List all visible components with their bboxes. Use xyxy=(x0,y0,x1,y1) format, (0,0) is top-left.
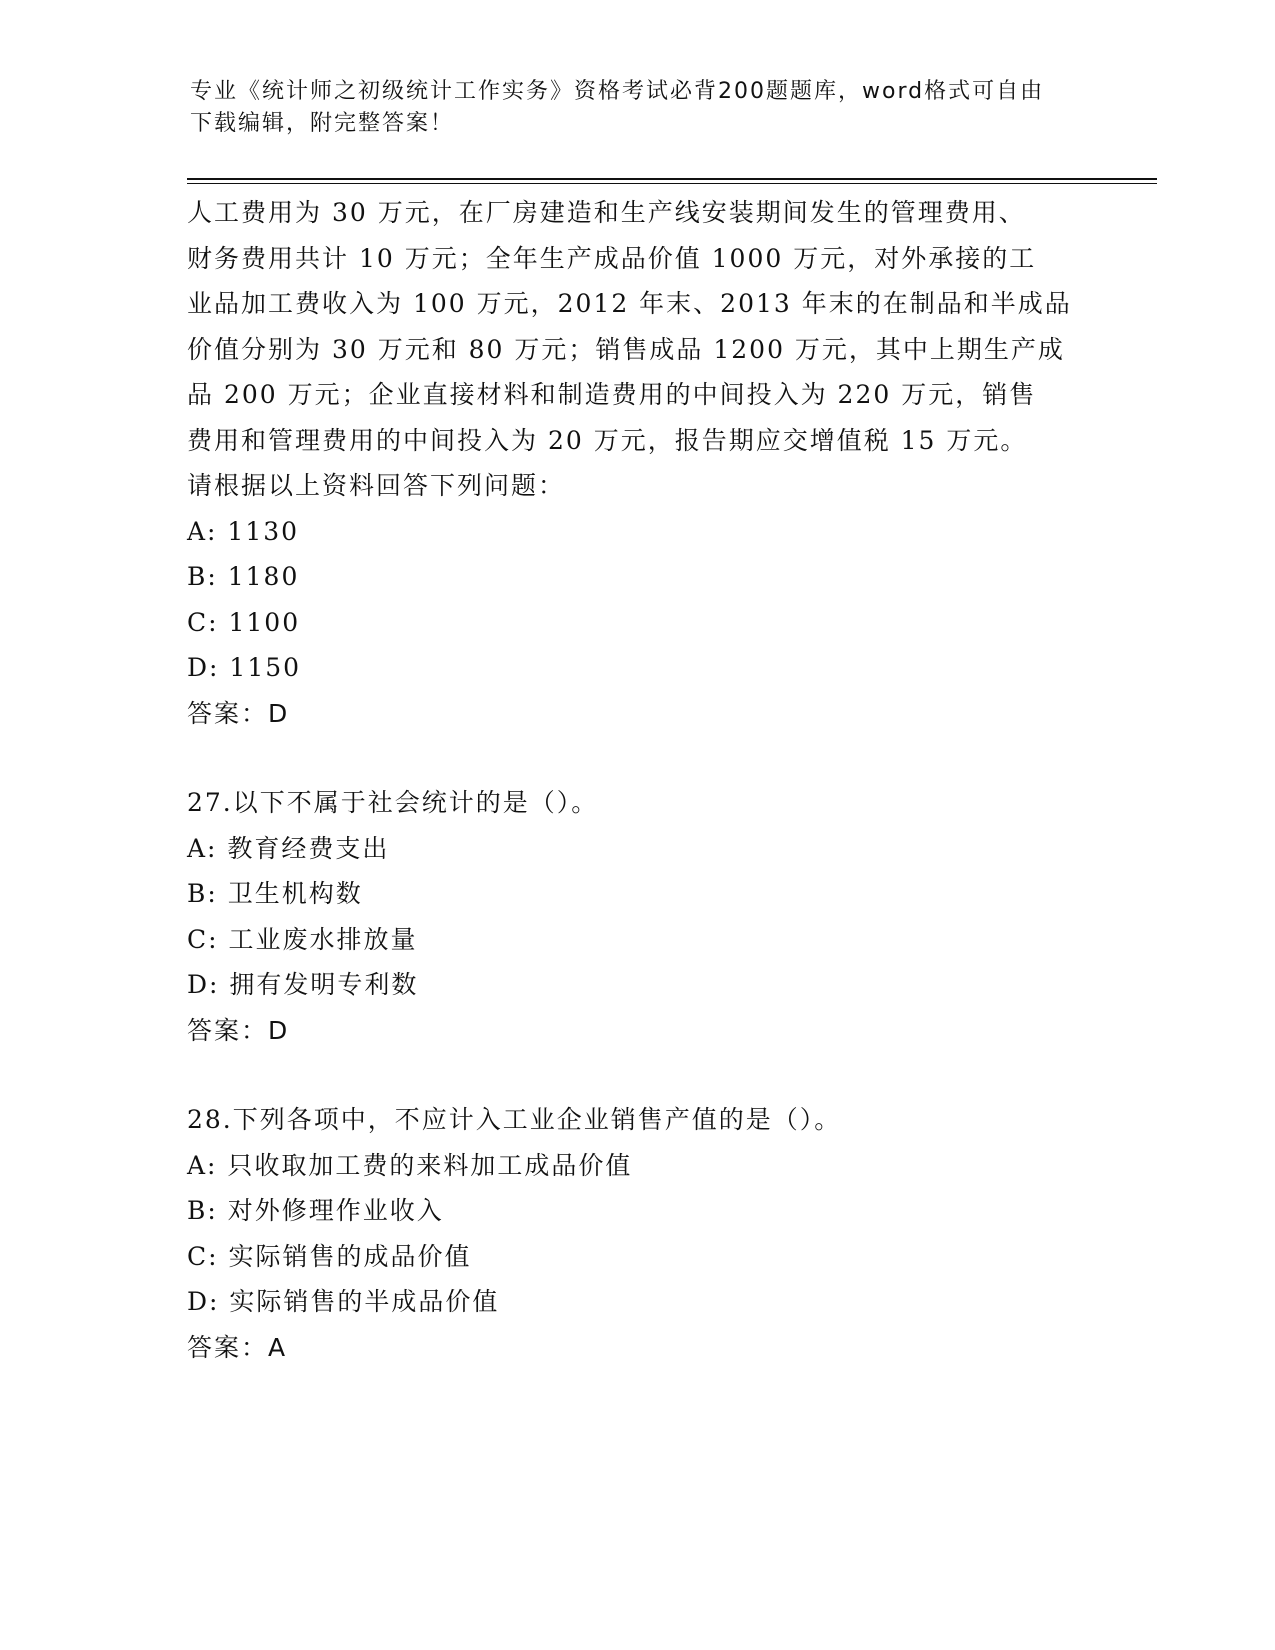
document-body xyxy=(187,190,1087,1370)
question-text-line: 品 200 万元；企业直接材料和制造费用的中间投入为 220 万元，销售 xyxy=(187,380,1037,409)
option-b: B: 对外修理作业收入 xyxy=(187,1196,444,1225)
question-title: 28.下列各项中，不应计入工业企业销售产值的是（）。 xyxy=(187,1105,842,1134)
question-title: 27.以下不属于社会统计的是（）。 xyxy=(187,788,599,817)
question-prompt: 请根据以上资料回答下列问题： xyxy=(187,471,566,500)
header-divider-thick xyxy=(187,178,1157,180)
question-text-line: 价值分别为 30 万元和 80 万元；销售成品 1200 万元，其中上期生产成 xyxy=(187,334,1065,364)
option-b: B: 1180 xyxy=(187,562,300,591)
option-a: A: 只收取加工费的来料加工成品价值 xyxy=(187,1150,633,1180)
question-27 xyxy=(187,780,1087,1053)
option-c: C: 实际销售的成品价值 xyxy=(187,1241,472,1271)
option-d: D: 拥有发明专利数 xyxy=(187,970,419,999)
page-header xyxy=(190,76,1090,140)
option-d: D: 1150 xyxy=(187,653,302,682)
header-line-1: 专业《统计师之初级统计工作实务》资格考试必背200题题库，word格式可自由 xyxy=(190,79,1045,104)
answer-line: 答案：A xyxy=(187,1332,288,1362)
option-c: C: 1100 xyxy=(187,607,301,637)
question-text-line: 费用和管理费用的中间投入为 20 万元，报告期应交增值税 15 万元。 xyxy=(187,425,1028,455)
header-divider-thin xyxy=(187,183,1157,184)
question-28 xyxy=(187,1097,1087,1370)
question-text-line: 人工费用为 30 万元，在厂房建造和生产线安装期间发生的管理费用、 xyxy=(187,198,1026,227)
answer-line: 答案：D xyxy=(187,1015,290,1045)
option-c: C: 工业废水排放量 xyxy=(187,924,418,954)
option-a: A: 1130 xyxy=(187,516,300,546)
option-d: D: 实际销售的半成品价值 xyxy=(187,1287,500,1316)
question-text-line: 业品加工费收入为 100 万元，2012 年末、2013 年末的在制品和半成品 xyxy=(187,289,1072,318)
option-a: A: 教育经费支出 xyxy=(187,833,390,863)
question-text-line: 财务费用共计 10 万元；全年生产成品价值 1000 万元，对外承接的工 xyxy=(187,243,1037,273)
spacer xyxy=(187,1053,1087,1097)
option-b: B: 卫生机构数 xyxy=(187,879,363,908)
header-line-2: 下载编辑，附完整答案！ xyxy=(190,111,455,136)
spacer xyxy=(187,736,1087,780)
question-26-continuation xyxy=(187,190,1087,736)
answer-line: 答案：D xyxy=(187,698,290,728)
